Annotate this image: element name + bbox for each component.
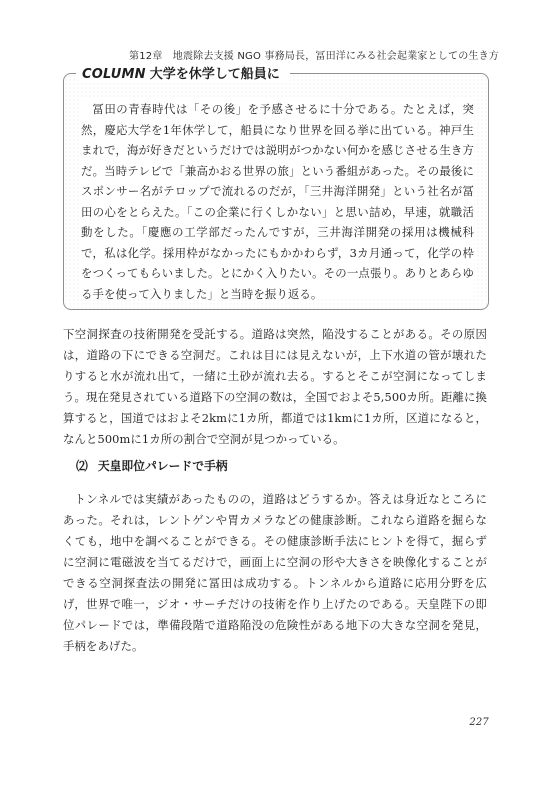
body-paragraph-1: 下空洞探査の技術開発を受託する。道路は突然，陥没することがある。その原因は，道路の下にできる空洞だ。これは目には見えないが，上下水道の管が壊れたりすると水が流れ出て，一緒に土砂が流れ去る。するとそこが空洞になってしまう。現在発見されている道路下の空洞の数は，全国でおよそ5,500カ所。距離に換算すると，国道ではおよそ2kmに1カ所，都道では1kmに1カ所，区道になると，なんと500mに1カ所の割合で空洞が見つかっている。: [63, 327, 487, 446]
body-paragraph-2: トンネルでは実績があったものの，道路はどうするか。答えは身近なところにあった。それは，レントゲンや胃カメラなどの健康診断。これなら道路を掘らなくても，地中を調べることができる。その健康診断手法にヒントを得て，掘らずに空洞に電磁波を当てるだけで，画面上に空洞の形や大きさを映像化することができる空洞探査法の開発に冨田は成功する。トンネルから道路に応用分野を広げ，世界で唯一，ジオ・サーチだけの技術を作り上げたのである。天皇陛下の即位パレードでは，準備段階で道路陥没の危険性がある地下の大きな空洞を発見，手柄をあげた。: [63, 492, 487, 653]
column-heading: 大学を休学して船員に: [149, 67, 280, 82]
section-number: ⑵: [76, 459, 88, 473]
column-label: COLUMN: [82, 67, 146, 82]
page-number: 227: [469, 717, 489, 728]
running-header: 第12章 地震除去支援 NGO 事務局長，冨田洋にみる社会起業家としての生き方: [129, 51, 499, 62]
section-heading: [76, 457, 228, 474]
column-title: [76, 68, 290, 81]
section-title: 天皇即位パレードで手柄: [97, 459, 228, 473]
column-box: [63, 67, 489, 310]
column-body: 冨田の青春時代は「その後」を予感させるに十分である。たとえば，突然，慶応大学を1年休学して，船員になり世界を回る挙に出ている。神戸生まれで，海が好きだというだけでは説明がつかない何かを感じさせる生き方だ。当時テレビで「兼高かおる世界の旅」という番組があった。その最後にスポンサー名がテロップで流れるのだが，「三井海洋開発」という社名が冨田の心をとらえた。「この企業に行くしかない」と思い詰め，早速，就職活動をした。「慶應の工学部だったんですが，三井海洋開発の採用は機械科で，私は化学。採用枠がなかったにもかかわらず，3カ月通って，化学の枠をつくってもらいました。とにかく入りたい。その一点張り。ありとあらゆる手を使って入りました」と当時を振り返る。: [81, 99, 474, 299]
